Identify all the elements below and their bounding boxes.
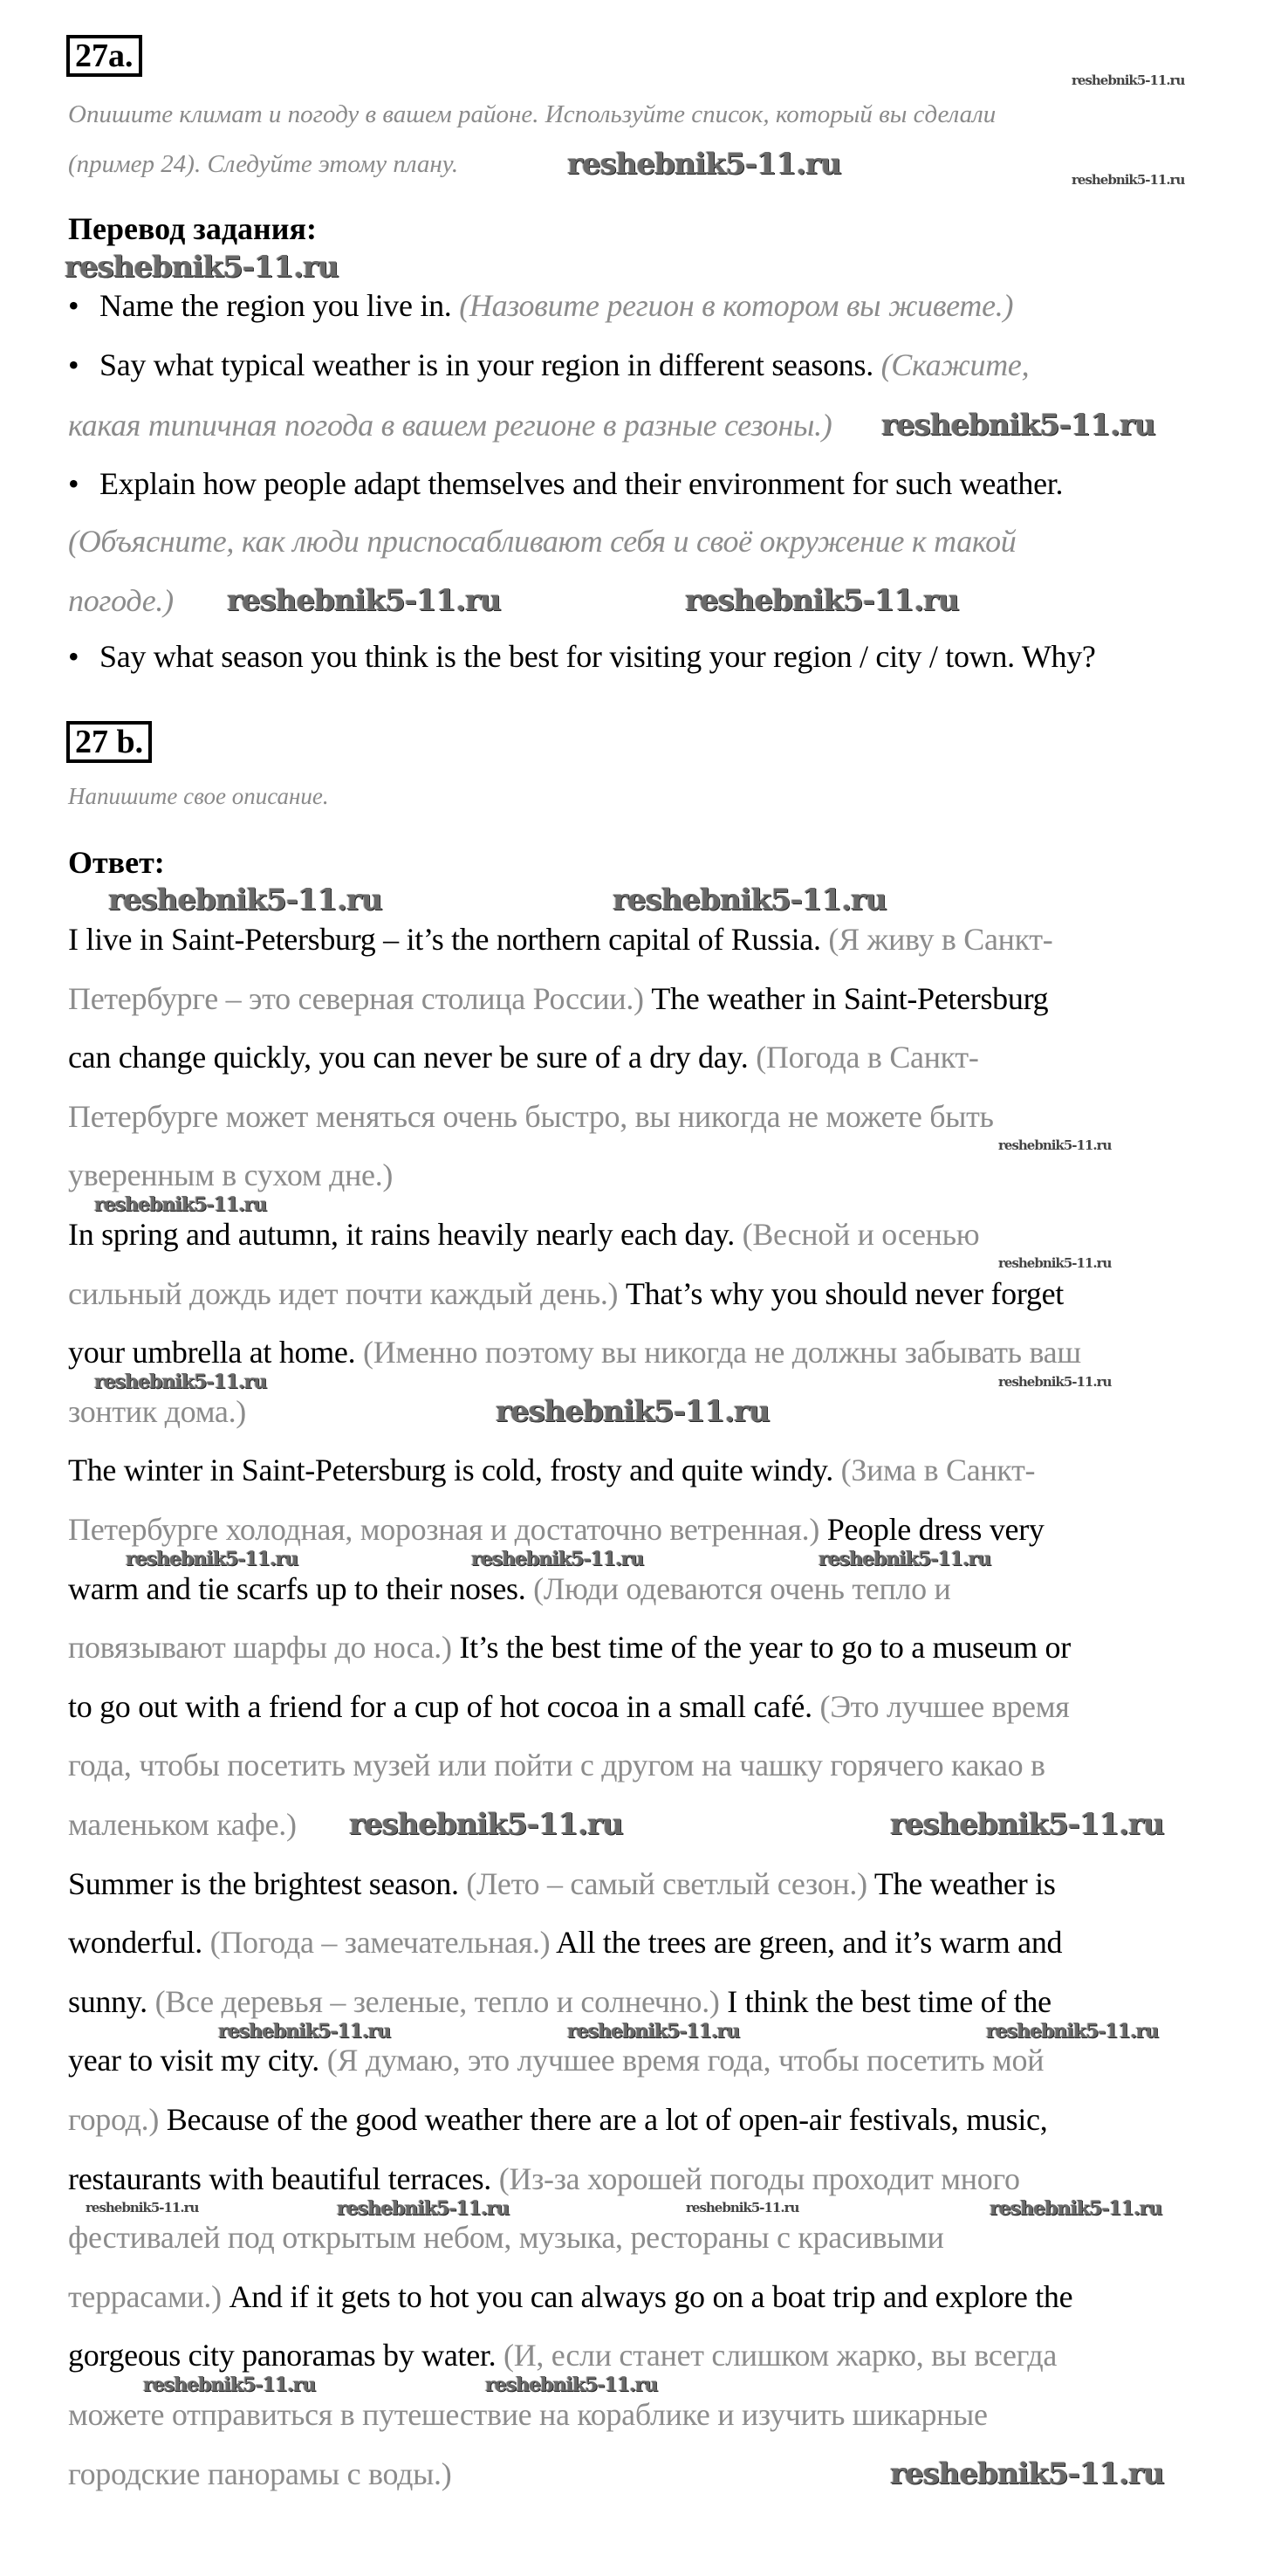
russian-translation: какая типичная погода в вашем регионе в разные сезоны.) — [68, 408, 832, 443]
english-text: Explain how people adapt themselves and their environment for such weather. — [99, 466, 1064, 501]
russian-translation: уверенным в сухом дне.) — [68, 1157, 394, 1193]
russian-translation: городские панорамы с воды.) — [68, 2456, 452, 2491]
russian-translation: (Все деревья – зеленые, тепло и солнечно.) — [154, 1983, 720, 2019]
russian-translation: (Погода – замечательная.) — [209, 1925, 551, 1961]
text-line — [68, 347, 1029, 382]
english-text: All the trees are green, and it’s warm and — [550, 1925, 1063, 1961]
watermark: reshebnik5-11.ru — [998, 1374, 1112, 1390]
english-text: I think the best time of the — [719, 1983, 1051, 2019]
watermark: reshebnik5-11.ru — [1072, 172, 1185, 188]
english-text: warm and tie scarfs up to their noses. — [68, 1570, 534, 1606]
english-text: your umbrella at home. — [68, 1335, 364, 1370]
english-text: Say what season you think is the best for visiting your region / city / town. Why? — [99, 639, 1096, 674]
watermark: reshebnik5-11.ru — [1072, 72, 1185, 88]
english-text: year to visit my city. — [68, 2043, 327, 2078]
russian-translation: Петербурге может меняться очень быстро, вы никогда не можете быть — [68, 1098, 994, 1134]
watermark: reshebnik5-11.ru — [471, 1548, 644, 1570]
bullet-icon: • — [68, 288, 79, 323]
russian-translation: (Скажите, — [880, 347, 1030, 382]
russian-translation: Петербурге – это северная столица России.) — [68, 980, 644, 1016]
watermark: reshebnik5-11.ru — [890, 1807, 1164, 1842]
russian-translation: (Из-за хорошей погоды проходит много — [498, 2160, 1020, 2196]
watermark: reshebnik5-11.ru — [86, 2200, 199, 2215]
text-line — [68, 1571, 950, 1606]
watermark: reshebnik5-11.ru — [485, 2373, 658, 2396]
exercise-number-27a: 27a. — [66, 35, 142, 77]
english-text: Because of the good weather there are a lot of open-air festivals, music, — [159, 2102, 1048, 2137]
text-line — [68, 1689, 1069, 1724]
watermark: reshebnik5-11.ru — [65, 250, 339, 285]
text-line — [68, 1630, 1071, 1665]
english-text: In spring and autumn, it rains heavily nearly each day. — [68, 1217, 743, 1252]
english-text: can change quickly, you can never be sure of a dry day. — [68, 1040, 757, 1075]
bullet-icon: • — [68, 639, 79, 674]
russian-translation: повязывают шарфы до носа.) — [68, 1630, 452, 1666]
text-line — [68, 1984, 1051, 2019]
text-line — [68, 2102, 1047, 2137]
text-line — [68, 981, 1048, 1016]
task-instruction: (пример 24). Следуйте этому плану. — [68, 150, 459, 178]
text-line — [68, 2161, 1020, 2196]
english-text: gorgeous city panoramas by water. — [68, 2338, 504, 2373]
watermark: reshebnik5-11.ru — [613, 883, 887, 917]
russian-translation: (Это лучшее время — [819, 1688, 1070, 1724]
text-line — [68, 1925, 1062, 1960]
english-text: The weather in Saint-Petersburg — [643, 980, 1049, 1016]
watermark: reshebnik5-11.ru — [685, 583, 959, 618]
english-text: The winter in Saint-Petersburg is cold, frosty and quite windy. — [68, 1453, 841, 1488]
english-text: to go out with a friend for a cup of hot cocoa in a small café. — [68, 1688, 820, 1724]
text-line — [68, 583, 174, 618]
watermark: reshebnik5-11.ru — [143, 2373, 316, 2396]
english-text: wonderful. — [68, 1925, 210, 1961]
text-line — [68, 1276, 1064, 1311]
watermark: reshebnik5-11.ru — [819, 1548, 991, 1570]
bullet-icon: • — [68, 466, 79, 501]
watermark: reshebnik5-11.ru — [686, 2200, 799, 2215]
russian-translation: (Люди одеваются очень тепло и — [533, 1570, 951, 1606]
russian-translation: Петербурге холодная, морозная и достаточно ветренная.) — [68, 1512, 820, 1547]
text-line — [68, 1040, 979, 1075]
russian-translation: (Я думаю, это лучшее время года, чтобы посетить мой — [326, 2043, 1045, 2078]
english-text: That’s why you should never forget — [618, 1275, 1064, 1311]
answer-heading: Ответ: — [68, 845, 165, 880]
watermark: reshebnik5-11.ru — [496, 1394, 770, 1429]
russian-translation: (Погода в Санкт- — [756, 1040, 979, 1075]
russian-translation: (Я живу в Санкт- — [828, 922, 1053, 957]
text-line — [68, 408, 832, 443]
watermark: reshebnik5-11.ru — [990, 2197, 1162, 2220]
text-line — [68, 1866, 1056, 1901]
english-text: It’s the best time of the year to go to a museum or — [451, 1630, 1071, 1666]
text-line — [68, 2456, 451, 2491]
text-line — [68, 1099, 994, 1134]
english-text: restaurants with beautiful terraces. — [68, 2160, 499, 2196]
text-line — [68, 1394, 246, 1429]
text-line — [68, 2043, 1044, 2078]
text-line — [68, 1748, 1045, 1783]
russian-translation: (Весной и осенью — [742, 1217, 980, 1252]
watermark: reshebnik5-11.ru — [218, 2020, 391, 2043]
watermark: reshebnik5-11.ru — [998, 1137, 1112, 1153]
russian-translation: террасами.) — [68, 2278, 222, 2314]
russian-translation: зонтик дома.) — [68, 1393, 246, 1429]
russian-translation: погоде.) — [68, 583, 174, 618]
russian-translation: (Именно поэтому вы никогда не должны забывать ваш — [363, 1335, 1081, 1370]
watermark: reshebnik5-11.ru — [126, 1548, 298, 1570]
text-line — [68, 922, 1053, 957]
english-text: Say what typical weather is in your region in different seasons. — [99, 347, 881, 382]
english-text: Name the region you live in. — [99, 288, 460, 323]
watermark: reshebnik5-11.ru — [337, 2197, 510, 2220]
russian-translation: маленьком кафе.) — [68, 1807, 297, 1842]
watermark: reshebnik5-11.ru — [227, 583, 501, 618]
english-text: People dress very — [819, 1512, 1045, 1547]
watermark: reshebnik5-11.ru — [986, 2020, 1159, 2043]
russian-translation: сильный дождь идет почти каждый день.) — [68, 1275, 619, 1311]
watermark: reshebnik5-11.ru — [94, 1370, 267, 1393]
watermark: reshebnik5-11.ru — [881, 408, 1155, 443]
text-line — [68, 1807, 297, 1842]
text-line — [68, 524, 1016, 559]
text-line — [68, 2397, 988, 2432]
task-instruction: Опишите климат и погоду в вашем районе. Используйте список, который вы сделали — [68, 100, 997, 128]
translation-heading: Перевод задания: — [68, 211, 317, 246]
watermark: reshebnik5-11.ru — [108, 883, 382, 917]
text-line — [68, 639, 1096, 674]
text-line — [68, 2220, 944, 2255]
watermark: reshebnik5-11.ru — [567, 2020, 740, 2043]
watermark: reshebnik5-11.ru — [94, 1193, 267, 1216]
task-instruction: Напишите свое описание. — [68, 783, 329, 809]
text-line — [68, 2279, 1072, 2314]
text-line — [68, 1453, 1035, 1487]
text-line — [68, 1335, 1081, 1370]
watermark: reshebnik5-11.ru — [890, 2456, 1164, 2491]
text-line — [68, 2338, 1057, 2373]
russian-translation: (И, если станет слишком жарко, вы всегда — [503, 2338, 1058, 2373]
watermark: reshebnik5-11.ru — [349, 1807, 623, 1842]
text-line — [68, 1157, 393, 1192]
russian-translation: фестивалей под открытым небом, музыка, рестораны с красивыми — [68, 2220, 944, 2256]
english-text: I live in Saint-Petersburg – it’s the northern capital of Russia. — [68, 922, 829, 957]
english-text: The weather is — [866, 1865, 1056, 1901]
english-text: sunny. — [68, 1983, 155, 2019]
russian-translation: (Назовите регион в котором вы живете.) — [459, 288, 1014, 323]
english-text: Summer is the brightest season. — [68, 1865, 467, 1901]
watermark: reshebnik5-11.ru — [567, 147, 841, 182]
russian-translation: (Лето – самый светлый сезон.) — [466, 1865, 867, 1901]
exercise-number-27b: 27 b. — [66, 721, 152, 763]
english-text: And if it gets to hot you can always go on a boat trip and explore the — [221, 2278, 1073, 2314]
text-line — [68, 1217, 979, 1252]
text-line — [68, 466, 1063, 501]
russian-translation: (Зима в Санкт- — [840, 1453, 1036, 1488]
bullet-icon: • — [68, 347, 79, 382]
russian-translation: года, чтобы посетить музей или пойти с другом на чашку горячего какао в — [68, 1748, 1045, 1783]
russian-translation: город.) — [68, 2102, 160, 2137]
text-line — [68, 1512, 1045, 1547]
russian-translation: можете отправиться в путешествие на кораблике и изучить шикарные — [68, 2397, 988, 2432]
watermark: reshebnik5-11.ru — [998, 1255, 1112, 1271]
russian-translation: (Объясните, как люди приспосабливают себя и своё окружение к такой — [68, 524, 1017, 559]
text-line — [68, 288, 1013, 323]
